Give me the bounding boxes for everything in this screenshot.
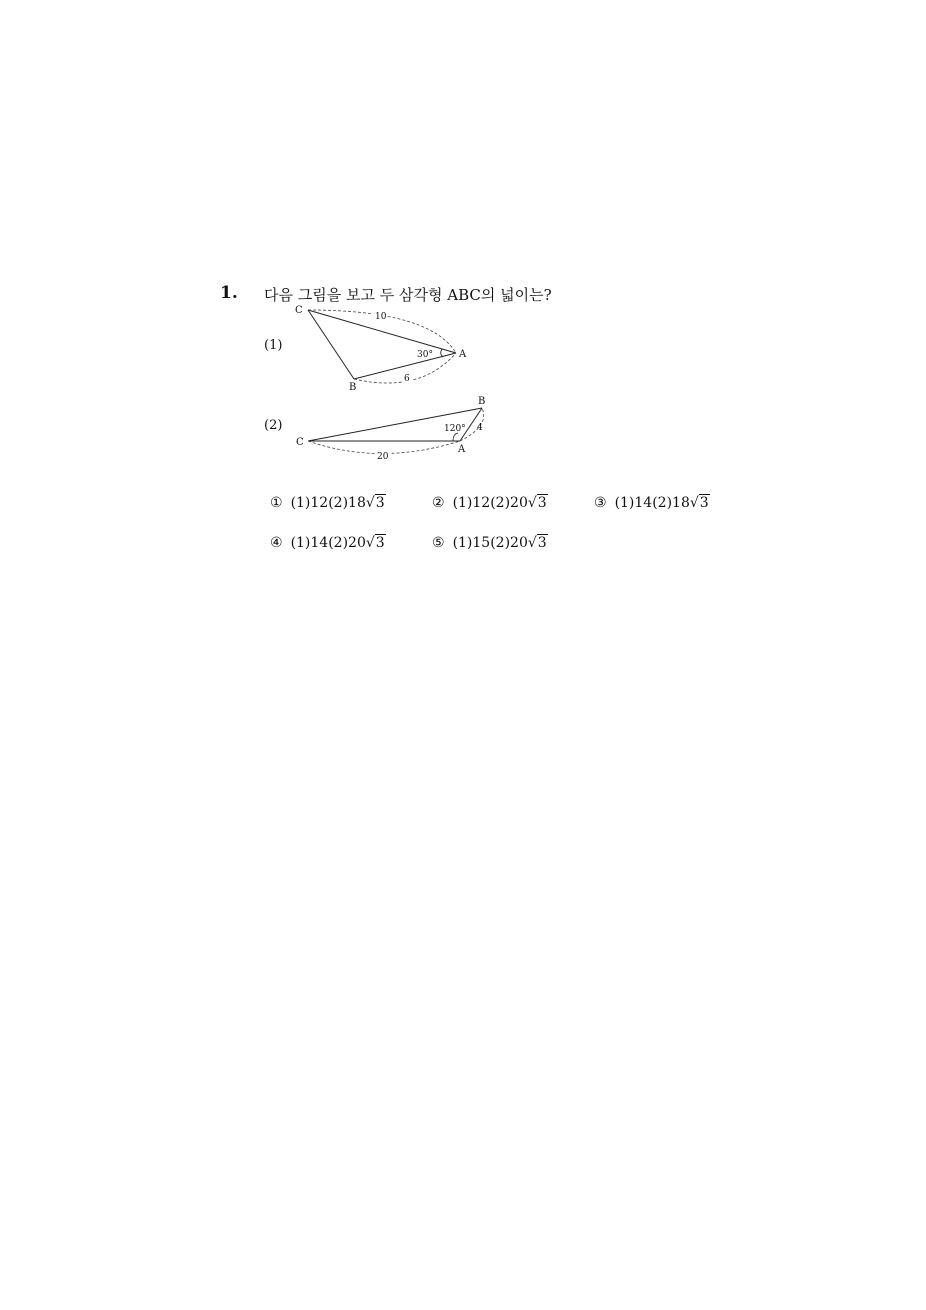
sqrt-symbol: √ bbox=[689, 495, 699, 511]
side-cb bbox=[308, 310, 354, 379]
vertex-label-a: A bbox=[459, 349, 467, 360]
answer-choice-1[interactable] bbox=[270, 495, 386, 511]
length-label-ab: 4 bbox=[477, 423, 483, 433]
vertex-label-b: B bbox=[349, 382, 357, 393]
triangle-figure-2 bbox=[280, 390, 500, 465]
radicand: 3 bbox=[537, 495, 547, 511]
radicand: 3 bbox=[375, 535, 385, 551]
choice-text: (1)12(2)20 bbox=[452, 495, 528, 511]
choice-text: (1)14(2)20 bbox=[290, 535, 366, 551]
sqrt-symbol: √ bbox=[365, 535, 375, 551]
answer-choice-2[interactable] bbox=[432, 495, 548, 511]
choice-mark: ⑤ bbox=[432, 535, 445, 551]
choice-mark: ④ bbox=[270, 535, 283, 551]
length-label-ca: 20 bbox=[377, 452, 389, 462]
figure1-label: (1) bbox=[264, 338, 283, 353]
answer-choice-3[interactable] bbox=[594, 495, 710, 511]
angle-label-a: 120° bbox=[444, 424, 466, 434]
sqrt-symbol: √ bbox=[527, 535, 537, 551]
vertex-label-b: B bbox=[478, 396, 486, 407]
angle-label-a: 30° bbox=[417, 350, 433, 360]
sqrt-symbol: √ bbox=[365, 495, 375, 511]
vertex-label-a: A bbox=[458, 444, 466, 455]
choice-mark: ① bbox=[270, 495, 283, 511]
question-text: 다음 그림을 보고 두 삼각형 ABC의 넓이는? bbox=[264, 286, 552, 304]
length-label-ab: 6 bbox=[404, 374, 410, 384]
angle-arc-a bbox=[453, 433, 458, 441]
choice-text: (1)15(2)20 bbox=[452, 535, 528, 551]
question-number: 1. bbox=[220, 283, 238, 303]
figure2-label: (2) bbox=[264, 418, 283, 433]
answer-choice-5[interactable] bbox=[432, 535, 548, 551]
choice-mark: ③ bbox=[594, 495, 607, 511]
vertex-label-c: C bbox=[295, 305, 303, 316]
vertex-label-c: C bbox=[296, 437, 304, 448]
choice-text: (1)14(2)18 bbox=[614, 495, 690, 511]
angle-arc-a bbox=[441, 349, 443, 357]
radicand: 3 bbox=[375, 495, 385, 511]
triangle-figure-1 bbox=[280, 296, 480, 396]
answer-choice-4[interactable] bbox=[270, 535, 386, 551]
sqrt-symbol: √ bbox=[527, 495, 537, 511]
radicand: 3 bbox=[699, 495, 709, 511]
choice-mark: ② bbox=[432, 495, 445, 511]
length-label-ca: 10 bbox=[375, 312, 387, 322]
radicand: 3 bbox=[537, 535, 547, 551]
choice-text: (1)12(2)18 bbox=[290, 495, 366, 511]
